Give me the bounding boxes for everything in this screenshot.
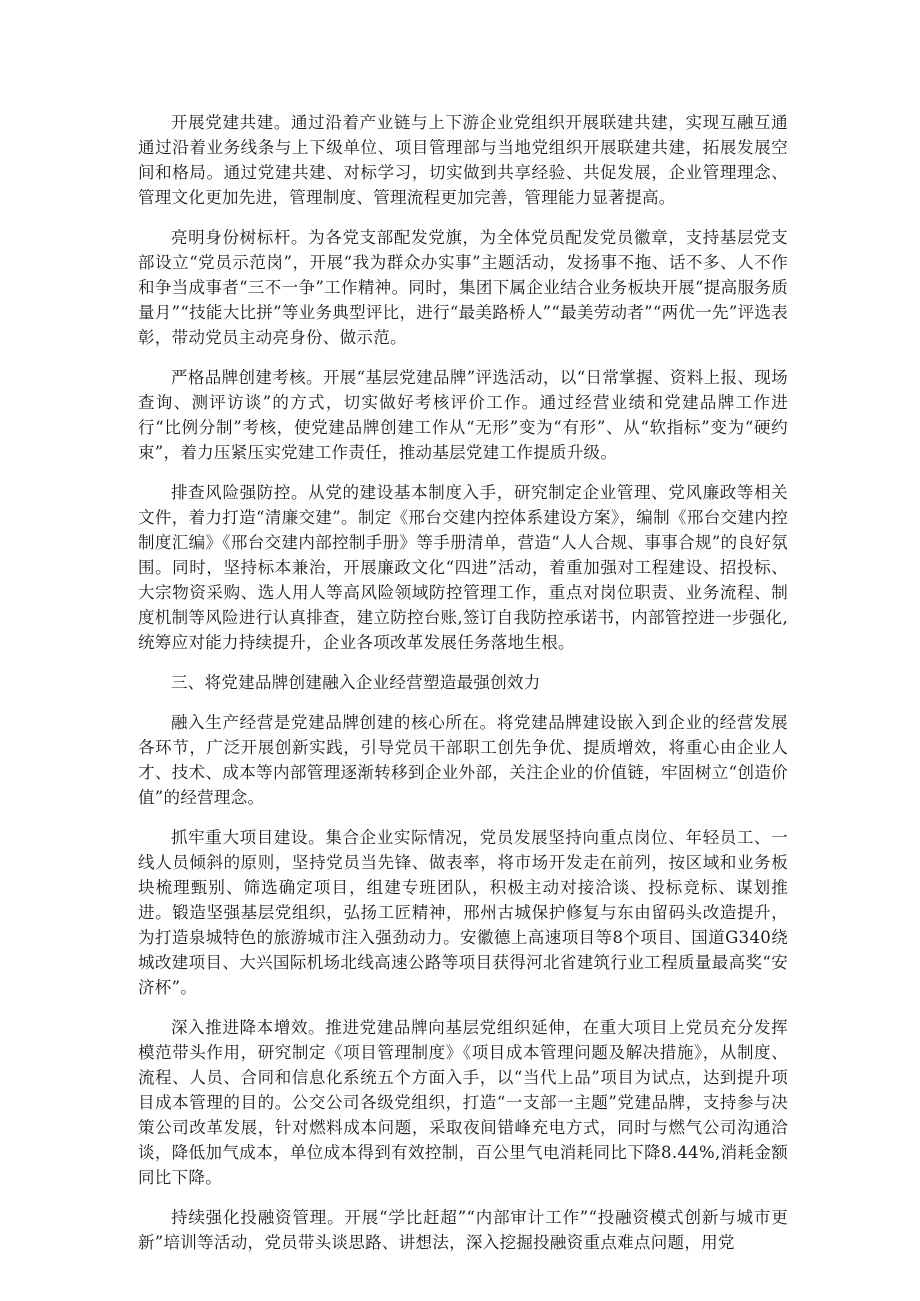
- paragraph-integration-operations: 融入生产经营是党建品牌创建的核心所在。将党建品牌建设嵌入到企业的经营发展各环节，广泛开展创新实践，引导党员干部职工创先争优、提质增效，将重心由企业人才、技术、成本等内部管理逐渐转移到企业外部，关注企业的价值链，牢固树立“创造价值”的经营理念。: [138, 713, 788, 807]
- paragraph-investment-financing: 持续强化投融资管理。开展“学比赶超”“内部审计工作”“投融资模式创新与城市更新”培训等活动，党员带头谈思路、讲想法，深入挖掘投融资重点难点问题，用党: [138, 1208, 788, 1252]
- paragraph-major-projects: 抓牢重大项目建设。集合企业实际情况，党员发展坚持向重点岗位、年轻员工、一线人员倾斜的原则，坚持党员当先锋、做表率，将市场开发走在前列，按区域和业务板块梳理甄别、筛选确定项目，组建专班团队，积极主动对接洽谈、投标竞标、谋划推进。锻造坚强基层党组织，弘扬工匠精神，邢州古城保护修复与东由留码头改造提升，为打造泉城特色的旅游城市注入强劲动力。安徽德上高速项目等8个项目、国道G340绕城改建项目、大兴国际机场北线高速公路等项目获得河北省建筑行业工程质量最高奖“安济杯”。: [138, 828, 788, 997]
- paragraph-identity-benchmark: 亮明身份树标杆。为各党支部配发党旗，为全体党员配发党员徽章，支持基层党支部设立“党员示范岗”，开展“我为群众办实事”主题活动，发扬事不拖、话不多、人不作和争当成事者“三不一争”工作精神。同时，集团下属企业结合业务板块开展“提高服务质量月”“技能大比拼”等业务典型评比，进行“最美路桥人”“最美劳动者”“两优一先”评选表彰，带动党员主动亮身份、做示范。: [138, 228, 788, 347]
- paragraph-risk-control: 排查风险强防控。从党的建设基本制度入手，研究制定企业管理、党风廉政等相关文件，着力打造“清廉交建”。制定《邢台交建内控体系建设方案》，编制《邢台交建内控制度汇编》《邢台交建内部控制手册》等手册清单，营造“人人合规、事事合规”的良好氛围。同时，坚持标本兼治，开展廉政文化“四进”活动，着重加强对工程建设、招投标、大宗物资采购、选人用人等高风险领域防控管理工作，重点对岗位职责、业务流程、制度机制等风险进行认真排查，建立防控台账,签订自我防控承诺书，内部管控进一步强化,统筹应对能力持续提升，企业各项改革发展任务落地生根。: [138, 483, 788, 652]
- paragraph-cost-reduction: 深入推进降本增效。推进党建品牌向基层党组织延伸，在重大项目上党员充分发挥模范带头作用，研究制定《项目管理制度》《项目成本管理问题及解决措施》，从制度、流程、人员、合同和信息化系统五个方面入手，以“当代上品”项目为试点，达到提升项目成本管理的目的。公交公司各级党组织，打造“一支部一主题”党建品牌，支持参与决策公司改革发展，针对燃料成本问题，采取夜间错峰充电方式，同时与燃气公司沟通洽谈，降低加气成本，单位成本得到有效控制，百公里气电消耗同比下降8.44%,消耗金额同比下降。: [138, 1018, 788, 1187]
- paragraph-party-building-cooperation: 开展党建共建。通过沿着产业链与上下游企业党组织开展联建共建，实现互融互通通过沿着业务线条与上下级单位、项目管理部与当地党组织开展联建共建，拓展发展空间和格局。通过党建共建、对标学习，切实做到共享经验、共促发展，企业管理理念、管理文化更加先进，管理制度、管理流程更加完善，管理能力显著提高。: [138, 113, 788, 207]
- paragraph-brand-assessment: 严格品牌创建考核。开展“基层党建品牌”评选活动，以“日常掌握、资料上报、现场查询、测评访谈”的方式，切实做好考核评价工作。通过经营业绩和党建品牌工作进行“比例分制”考核，使党建品牌创建工作从“无形”变为“有形”、从“软指标”变为“硬约束”，着力压紧压实党建工作责任，推动基层党建工作提质升级。: [138, 368, 788, 462]
- section-heading: 三、将党建品牌创建融入企业经营塑造最强创效力: [171, 673, 541, 692]
- document-page: [138, 110, 788, 1270]
